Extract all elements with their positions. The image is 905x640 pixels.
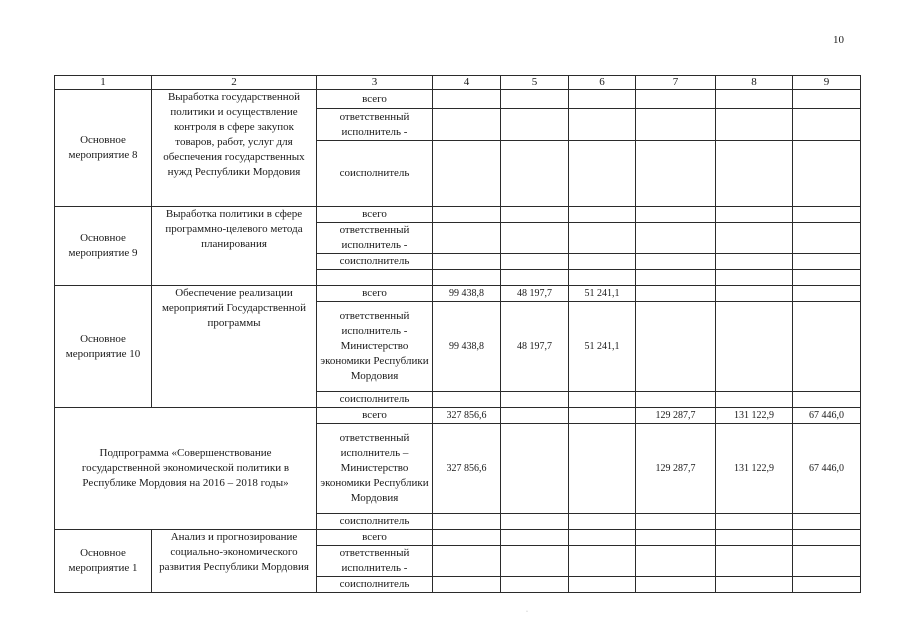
amount-cell	[501, 270, 569, 286]
funding-source: всего	[317, 408, 433, 424]
amount-cell	[569, 577, 636, 593]
amount-cell	[793, 530, 861, 546]
amount-cell	[569, 141, 636, 207]
amount-cell	[636, 577, 716, 593]
funding-source: соисполнитель	[317, 254, 433, 270]
table-row	[55, 207, 861, 223]
amount-cell	[793, 90, 861, 109]
table-row	[55, 408, 861, 424]
amount-cell	[569, 514, 636, 530]
activity-description: Выработка политики в сфере программно-целевого метода планирования	[152, 207, 317, 286]
funding-source: ответственный исполнитель – Министерство экономики Республики Мордовия	[317, 424, 433, 514]
amount-cell: 51 241,1	[569, 286, 636, 302]
funding-source: ответственный исполнитель -	[317, 223, 433, 254]
column-number: 4	[433, 76, 501, 90]
column-number: 8	[716, 76, 793, 90]
activity-name: Основное мероприятие 1	[55, 530, 152, 593]
amount-cell	[716, 207, 793, 223]
amount-cell	[569, 223, 636, 254]
page-number: 10	[833, 34, 844, 46]
amount-cell	[636, 254, 716, 270]
activity-name: Основное мероприятие 10	[55, 286, 152, 408]
table-row	[55, 90, 861, 109]
amount-cell	[793, 270, 861, 286]
amount-cell	[636, 270, 716, 286]
amount-cell: 129 287,7	[636, 408, 716, 424]
amount-cell	[716, 270, 793, 286]
amount-cell	[636, 302, 716, 392]
amount-cell	[569, 546, 636, 577]
amount-cell	[569, 408, 636, 424]
amount-cell	[433, 223, 501, 254]
funding-source: ответственный исполнитель -	[317, 109, 433, 141]
funding-source: всего	[317, 286, 433, 302]
amount-cell	[793, 577, 861, 593]
amount-cell	[636, 223, 716, 254]
amount-cell	[716, 90, 793, 109]
subprogram-name: Подпрограмма «Совершенствование государственной экономической политики в Республике Мордовия на 2016 – 2018 годы»	[55, 408, 317, 530]
amount-cell	[569, 392, 636, 408]
amount-cell	[793, 392, 861, 408]
amount-cell	[433, 141, 501, 207]
amount-cell: 327 856,6	[433, 424, 501, 514]
amount-cell	[716, 514, 793, 530]
header-row	[55, 76, 861, 90]
activity-description: Обеспечение реализации мероприятий Государственной программы	[152, 286, 317, 408]
amount-cell: 99 438,8	[433, 286, 501, 302]
amount-cell	[636, 514, 716, 530]
amount-cell	[569, 254, 636, 270]
amount-cell	[433, 254, 501, 270]
amount-cell	[793, 302, 861, 392]
funding-source: соисполнитель	[317, 514, 433, 530]
activity-name: Основное мероприятие 8	[55, 90, 152, 207]
amount-cell	[433, 392, 501, 408]
table-row	[55, 286, 861, 302]
amount-cell	[433, 90, 501, 109]
amount-cell	[501, 392, 569, 408]
amount-cell	[569, 424, 636, 514]
amount-cell	[501, 109, 569, 141]
amount-cell	[636, 90, 716, 109]
amount-cell	[501, 577, 569, 593]
amount-cell	[636, 207, 716, 223]
amount-cell	[569, 270, 636, 286]
amount-cell	[716, 286, 793, 302]
amount-cell	[501, 207, 569, 223]
amount-cell	[636, 109, 716, 141]
column-number: 1	[55, 76, 152, 90]
amount-cell: 67 446,0	[793, 408, 861, 424]
funding-source: всего	[317, 530, 433, 546]
amount-cell	[716, 530, 793, 546]
amount-cell	[433, 546, 501, 577]
amount-cell	[501, 254, 569, 270]
amount-cell	[433, 514, 501, 530]
amount-cell	[569, 90, 636, 109]
amount-cell	[501, 530, 569, 546]
amount-cell	[569, 109, 636, 141]
activity-description: Анализ и прогнозирование социально-экономического развития Республики Мордовия	[152, 530, 317, 593]
activity-description: Выработка государственной политики и осуществление контроля в сфере закупок товаров, работ, услуг для обеспечения государственных нужд Республики Мордовия	[152, 90, 317, 207]
amount-cell	[793, 109, 861, 141]
amount-cell	[716, 302, 793, 392]
activity-name: Основное мероприятие 9	[55, 207, 152, 286]
amount-cell	[636, 530, 716, 546]
funding-source: ответственный исполнитель -	[317, 546, 433, 577]
amount-cell	[636, 392, 716, 408]
amount-cell: 131 122,9	[716, 408, 793, 424]
amount-cell	[433, 530, 501, 546]
amount-cell	[793, 254, 861, 270]
column-number: 9	[793, 76, 861, 90]
amount-cell: 67 446,0	[793, 424, 861, 514]
amount-cell: 131 122,9	[716, 424, 793, 514]
funding-source: ответственный исполнитель - Министерство экономики Республики Мордовия	[317, 302, 433, 392]
amount-cell: 99 438,8	[433, 302, 501, 392]
funding-source: соисполнитель	[317, 392, 433, 408]
amount-cell	[716, 254, 793, 270]
table-body	[55, 76, 861, 593]
amount-cell	[716, 392, 793, 408]
funding-source: соисполнитель	[317, 577, 433, 593]
amount-cell	[433, 270, 501, 286]
amount-cell	[793, 207, 861, 223]
amount-cell	[793, 141, 861, 207]
amount-cell	[716, 546, 793, 577]
amount-cell	[501, 141, 569, 207]
amount-cell	[636, 286, 716, 302]
scan-mark: ·	[526, 609, 528, 615]
funding-source: соисполнитель	[317, 141, 433, 207]
amount-cell: 129 287,7	[636, 424, 716, 514]
amount-cell	[793, 514, 861, 530]
budget-table	[54, 75, 861, 593]
amount-cell	[501, 424, 569, 514]
amount-cell	[793, 546, 861, 577]
amount-cell	[433, 109, 501, 141]
column-number: 7	[636, 76, 716, 90]
funding-source: всего	[317, 207, 433, 223]
amount-cell	[501, 223, 569, 254]
amount-cell	[501, 90, 569, 109]
amount-cell	[636, 141, 716, 207]
amount-cell: 48 197,7	[501, 302, 569, 392]
amount-cell	[433, 207, 501, 223]
amount-cell: 51 241,1	[569, 302, 636, 392]
amount-cell	[793, 286, 861, 302]
column-number: 2	[152, 76, 317, 90]
amount-cell: 48 197,7	[501, 286, 569, 302]
amount-cell	[636, 546, 716, 577]
amount-cell	[433, 577, 501, 593]
amount-cell	[569, 530, 636, 546]
table-row	[55, 530, 861, 546]
amount-cell	[501, 408, 569, 424]
column-number: 3	[317, 76, 433, 90]
amount-cell	[716, 141, 793, 207]
column-number: 5	[501, 76, 569, 90]
funding-source: всего	[317, 90, 433, 109]
amount-cell	[501, 546, 569, 577]
amount-cell	[716, 577, 793, 593]
funding-source	[317, 270, 433, 286]
amount-cell	[793, 223, 861, 254]
amount-cell	[716, 109, 793, 141]
amount-cell	[716, 223, 793, 254]
amount-cell: 327 856,6	[433, 408, 501, 424]
amount-cell	[501, 514, 569, 530]
column-number: 6	[569, 76, 636, 90]
amount-cell	[569, 207, 636, 223]
